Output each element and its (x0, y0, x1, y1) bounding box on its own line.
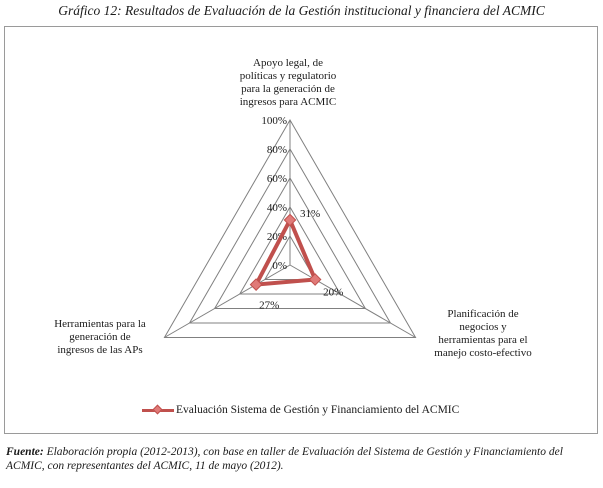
data-label: 31% (300, 208, 321, 221)
source-text: Elaboración propia (2012-2013), con base en taller de Evaluación del Sistema de Gestión y Financiamiento del ACMIC, con representantes del ACMIC, 11 de mayo (2012). (6, 446, 563, 472)
axis-label-line: Planificación de (447, 308, 519, 320)
tick-label: 20% (266, 231, 287, 243)
axis-label-line: manejo costo-efectivo (434, 347, 532, 359)
legend-label: Evaluación Sistema de Gestión y Financiamiento del ACMIC (176, 404, 460, 416)
chart-title: Gráfico 12: Resultados de Evaluación de la Gestión institucional y financiera del ACMIC (58, 3, 545, 18)
axis-label-line: negocios y (459, 321, 507, 333)
axis-label-line: Herramientas para la (54, 318, 146, 330)
radar-series (250, 214, 320, 290)
axis-label-line: ingresos de las APs (57, 344, 143, 356)
axis-label-line: Apoyo legal, de (253, 57, 323, 69)
source-prefix: Fuente: (6, 446, 44, 458)
tick-label: 0% (272, 260, 287, 272)
tick-label: 40% (266, 202, 287, 214)
axis-label-herramientas (30, 318, 170, 357)
tick-label: 60% (266, 173, 287, 185)
chart-legend (142, 404, 459, 416)
axis-label-line: herramientas para el (438, 334, 528, 346)
axis-label-planificacion (408, 308, 558, 360)
legend-swatch-icon (142, 405, 174, 415)
data-label: 27% (259, 299, 280, 312)
axis-label-line: ingresos para ACMIC (239, 96, 337, 108)
tick-label: 100% (261, 115, 287, 127)
axis-label-apoyo-legal (203, 57, 373, 109)
tick-label: 80% (266, 144, 287, 156)
spoke-line (290, 265, 416, 338)
axis-label-line: políticas y regulatorio (239, 70, 337, 82)
data-point-marker (309, 274, 320, 285)
source-note (6, 445, 598, 473)
radar-spokes (164, 120, 415, 338)
axis-label-line: generación de (69, 331, 131, 343)
axis-label-line: para la generación de (241, 83, 335, 95)
data-label: 20% (323, 286, 344, 299)
